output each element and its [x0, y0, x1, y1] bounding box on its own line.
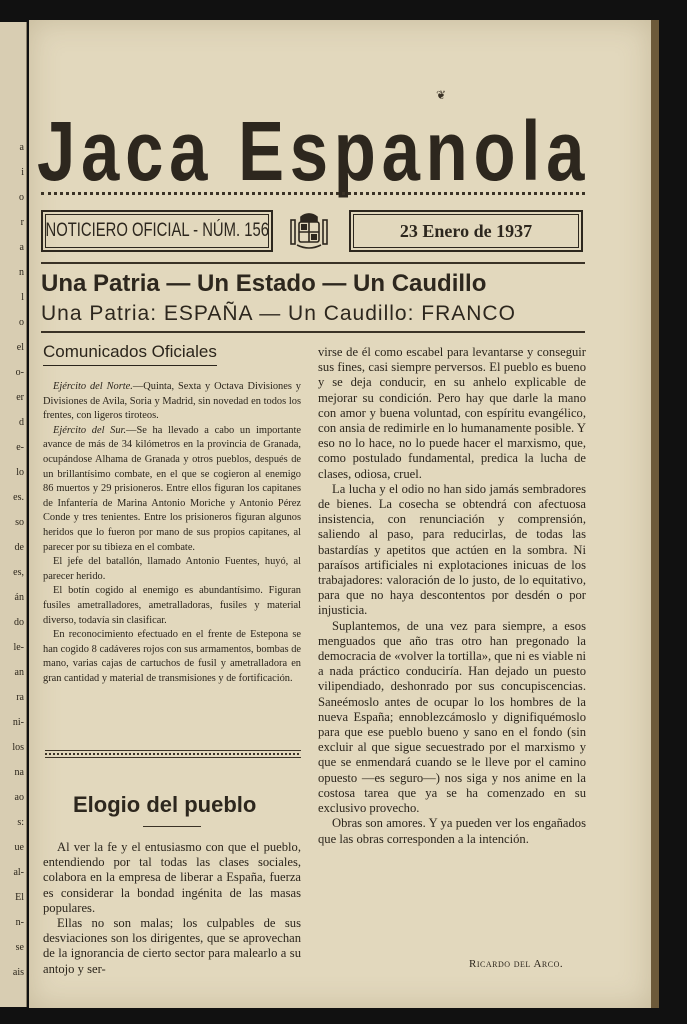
previous-page-fragment: i — [21, 167, 24, 178]
comunicado-paragraph — [43, 380, 301, 424]
previous-page-fragment: n — [19, 267, 24, 278]
elogio-right-column — [318, 345, 586, 847]
previous-page-fragment: a — [19, 242, 24, 253]
previous-page-fragment: los — [12, 742, 24, 753]
date-box — [349, 210, 583, 252]
header-rule — [41, 262, 585, 264]
elogio-title: Elogio del pueblo — [73, 792, 257, 817]
comunicado-paragraph: En reconocimiento efectuado en el frente de Estepona se han cogido 8 cadáveres rojos con sus armamentos, bombas de mano, varias cajas de cartuchos de fusil y ametralladora en gran cantidad y material de transmisiones y de fortificación. — [43, 629, 301, 684]
previous-page-fragment: ais — [12, 967, 24, 978]
elogio-paragraph: virse de él como escabel para levantarse y conseguir sus fines, casi siempre perversos. El pueblo es bueno y se deja conducir, en su anhelo explicable de mejorar su condición. Pero hay que darle la mano con amor y buena voluntad, con espíritu evangélico, con ansia de redimirle en lo humanamente posible. Y eso no lo hace, no lo puede hacer el marxismo, que, como postulado fundamental, predica la lucha de clases, odiosa, cruel. — [318, 345, 586, 481]
previous-page-fragment: es, — [13, 567, 24, 578]
page-edge-strip — [651, 20, 659, 1008]
previous-page-fragment: do — [14, 617, 24, 628]
comunicado-norte-text: —Quinta, Sexta y Octava Divisiones y Divisiones de Avila, Soria y Madrid, sin novedad en todos los frentes, con ligeros tiroteos. — [43, 381, 301, 422]
issue-date: 23 Enero de 1937 — [399, 220, 533, 241]
motto-line-1: Una Patria — Un Estado — Un Caudillo — [41, 270, 487, 297]
previous-page-fragment: o — [19, 317, 24, 328]
previous-page-fragment: de — [14, 542, 24, 553]
previous-page-fragment: r — [20, 217, 24, 228]
previous-page-fragment: o- — [15, 367, 24, 378]
previous-page-fragment: e- — [16, 442, 24, 453]
section-divider — [45, 750, 301, 758]
previous-page-fragment: d — [19, 417, 24, 428]
previous-page-fragment: o — [19, 192, 24, 203]
previous-page-fragment: el — [16, 342, 24, 353]
elogio-paragraph: Ellas no son malas; los culpables de sus desviaciones son los dirigentes, que se aprovechan de la ignorancia de cierto sector para malearlo a su antojo y ser- — [43, 916, 301, 976]
previous-page-fragment: ra — [16, 692, 24, 703]
elogio-left-column — [43, 840, 301, 977]
ornament-icon: ❦ — [436, 88, 447, 102]
previous-page-fragment: lo — [16, 467, 24, 478]
comunicado-norte-label: Ejército del Norte. — [53, 381, 133, 392]
previous-page-fragment: n- — [15, 917, 24, 928]
motto-rule — [41, 331, 585, 333]
comunicado-sur-label: Ejército del Sur. — [53, 424, 127, 436]
previous-page-fragment: ao — [14, 792, 24, 803]
newspaper-page — [29, 20, 651, 1008]
comunicados-column — [43, 342, 301, 686]
previous-page-fragment: án — [14, 592, 24, 603]
comunicado-paragraph: El botín cogido al enemigo es abundantísimo. Figuran fusiles ametralladores, ametralladoras, fusiles y material diverso, todavía sin clasificar. — [43, 585, 301, 626]
comunicado-paragraph: El jefe del batallón, llamado Antonio Fuentes, huyó, al parecer herido. — [43, 556, 301, 582]
issue-label: NOTICIERO OFICIAL - NÚM. 156 — [45, 220, 269, 241]
elogio-paragraph: Al ver la fe y el entusiasmo con que el pueblo, entendiendo por tal todas las clases sociales, colabora en la empresa de liberar a España, fuerza es considerar la bondad ingénita de las masas populares. — [43, 840, 301, 915]
previous-page-fragment: es. — [13, 492, 24, 503]
previous-page-fragment: El — [15, 892, 24, 903]
comunicados-title: Comunicados Oficiales — [43, 342, 217, 366]
previous-page-fragment: a — [19, 142, 24, 153]
elogio-title-underline — [143, 826, 201, 827]
comunicado-sur-text: —Se ha llevado a cabo un importante avance de más de 34 kilómetros en la provincia de Granada, ocupándose Alhama de Granada y otros pueblos, después de un brillantísimo combate, en el que se cogieron al enemigo 86 muertos y 29 prisioneros. Entre ellos figuran los capitanes de Infantería de Marina Antonio Moriche y Antonio Pérez Conde y tres tenientes. Entre los prisioneros figuran algunos heridos que lo fueron por mano de sus propios capitanes, al parecer por su tibieza en el combate. — [43, 424, 301, 553]
previous-page-fragment: na — [14, 767, 24, 778]
previous-page-fragment: s: — [17, 817, 24, 828]
coat-of-arms-icon — [287, 211, 331, 251]
previous-page-fragment: an — [14, 667, 24, 678]
previous-page-fragment: ue — [14, 842, 24, 853]
previous-page-fragment: ni- — [12, 717, 24, 728]
previous-page-edge — [0, 22, 27, 1007]
previous-page-fragment: l — [21, 292, 24, 303]
masthead-dotted-rule — [41, 192, 585, 195]
previous-page-fragment: er — [16, 392, 24, 403]
elogio-paragraph: La lucha y el odio no han sido jamás sembradores de bienes. La cosecha se obtendrá con afectuosa insistencia, con renunciación y comprensión, saliendo al paso, para reducirlas, de todas las bastardías y apetitos que actúen en la sombra. Ni paraísos artificiales ni explotaciones inicuas de los trabajadores: valoración de lo justo, de lo equitativo, para que no haya descontentos por desdén o por injusticia. — [318, 481, 586, 618]
masthead-title: Jaca Espanola — [37, 104, 591, 198]
previous-page-fragment: le- — [13, 642, 24, 653]
previous-page-fragment: al- — [13, 867, 24, 878]
previous-page-fragment: se — [15, 942, 24, 953]
elogio-paragraph: Obras son amores. Y ya pueden ver los engañados que las obras corresponden a la intención. — [318, 816, 586, 846]
motto-line-2: Una Patria: ESPAÑA — Un Caudillo: FRANCO — [41, 302, 516, 325]
comunicado-paragraph — [43, 424, 301, 555]
elogio-paragraph: Suplantemos, de una vez para siempre, a esos menguados que año tras otro han pregonado la democracia de «volver la tortilla», que ni es viable ni a nada práctico conduciría. Han dejado un puesto vilipendiado, deshonrado por sus concupiscencias. Saneémoslo antes de ocupar lo los hombres de la nueva España; ennoblezcámoslo y dignifiquémoslo para que ese pueblo bueno y sano en el fondo (sin excluir al que sigue secuestrado por el marxismo y que se enmendará cuando se le lleve por el camino opuesto —es seguro—) nos siga y nos anime en la costosa tarea que ya se ha comenzado en su exclusivo provecho. — [318, 618, 586, 816]
issue-label-box — [41, 210, 273, 252]
author-signature: Ricardo del Arco. — [469, 958, 564, 970]
previous-page-fragment: so — [15, 517, 24, 528]
